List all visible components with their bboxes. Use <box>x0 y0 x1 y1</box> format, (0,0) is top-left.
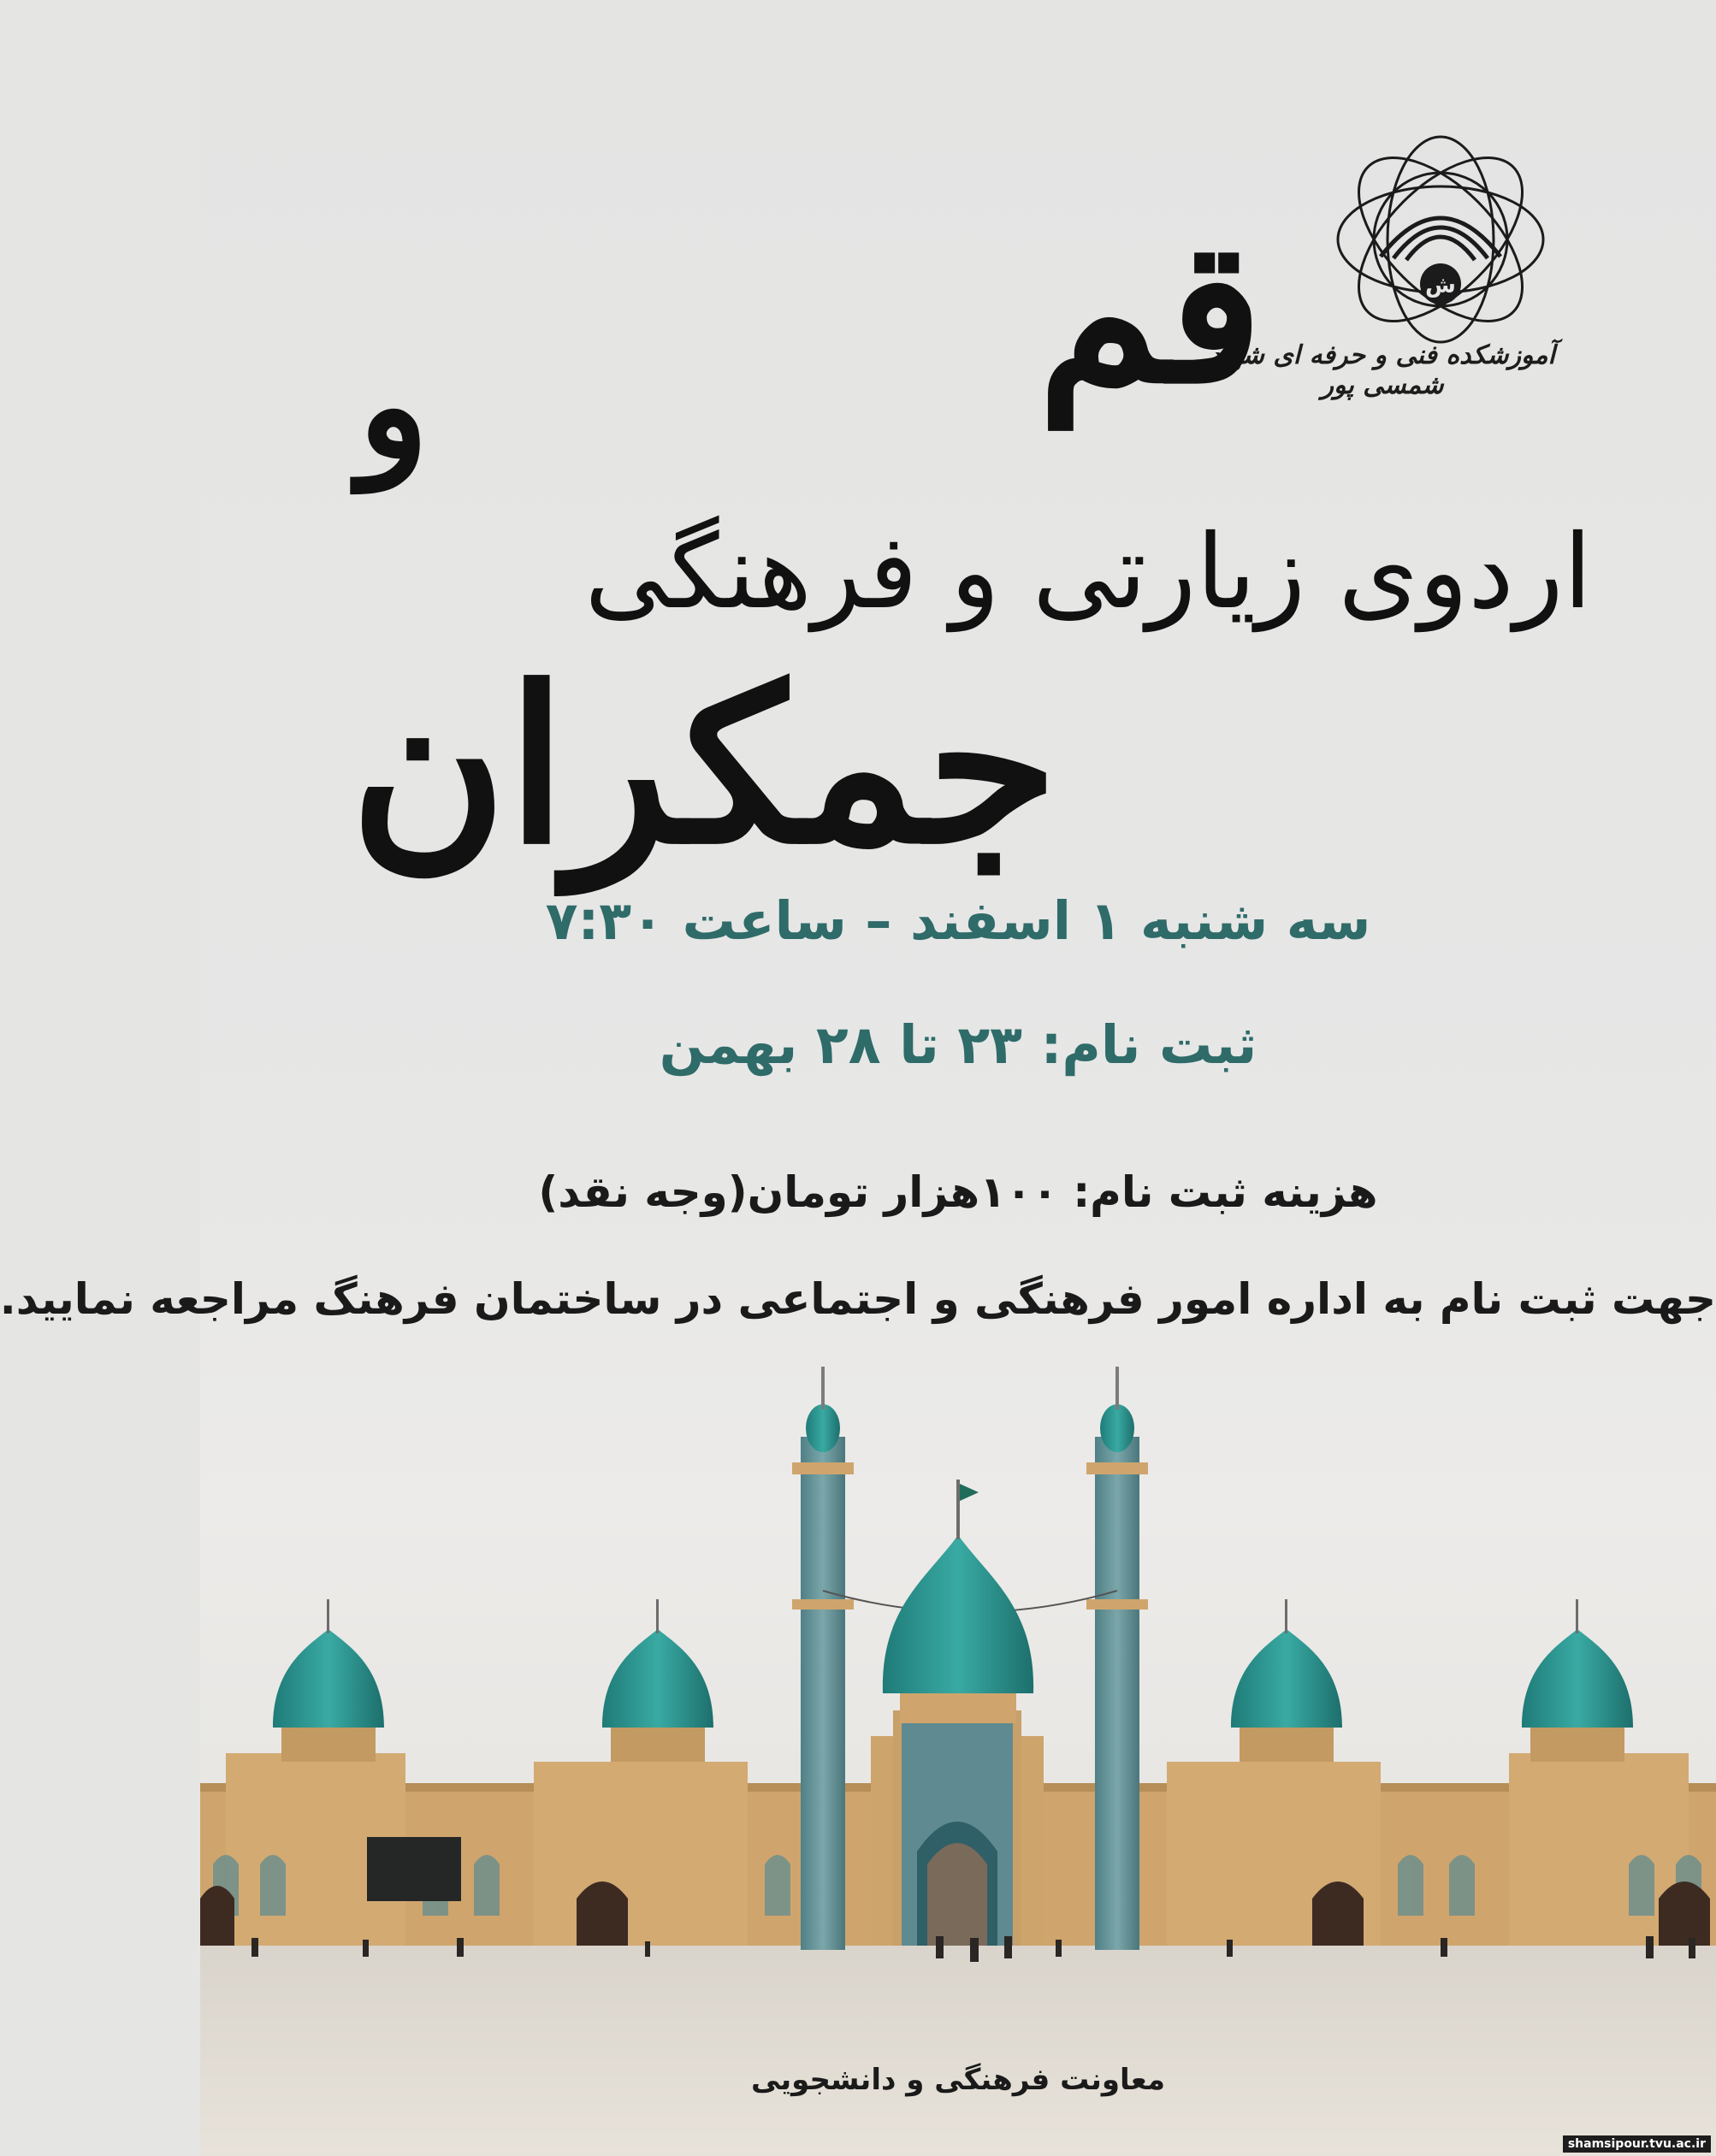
title-word-jamkaran: جمکران <box>350 640 1059 891</box>
jamkaran-mosque-image <box>200 1351 1716 2156</box>
footer-signature: معاونت فرهنگی و دانشجویی <box>750 2063 1166 2097</box>
institute-logo-icon <box>1329 128 1552 351</box>
site-watermark: shamsipour.tvu.ac.ir <box>1563 2135 1711 2153</box>
registration-instructions-line: جهت ثبت نام به اداره امور فرهنگی و اجتماعی در ساختمان فرهنگ مراجعه نمایید. <box>0 1274 1716 1324</box>
title-subtitle: اردوی زیارتی و فرهنگی <box>584 513 1592 632</box>
registration-fee-line: هزینه ثبت نام: ۱۰۰هزار تومان(وجه نقد) <box>538 1167 1378 1217</box>
event-date-line: سه شنبه ۱ اسفند – ساعت ۷:۳۰ <box>545 889 1371 952</box>
title-word-va: و <box>358 321 429 492</box>
title-word-qom: قم <box>1037 197 1263 428</box>
institute-name: آموزشکده فنی و حرفه ای شهید شمسی پور <box>1210 340 1555 400</box>
logo-monogram: ش <box>1425 273 1456 298</box>
registration-period-line: ثبت نام: ۲۳ تا ۲۸ بهمن <box>659 1013 1257 1076</box>
